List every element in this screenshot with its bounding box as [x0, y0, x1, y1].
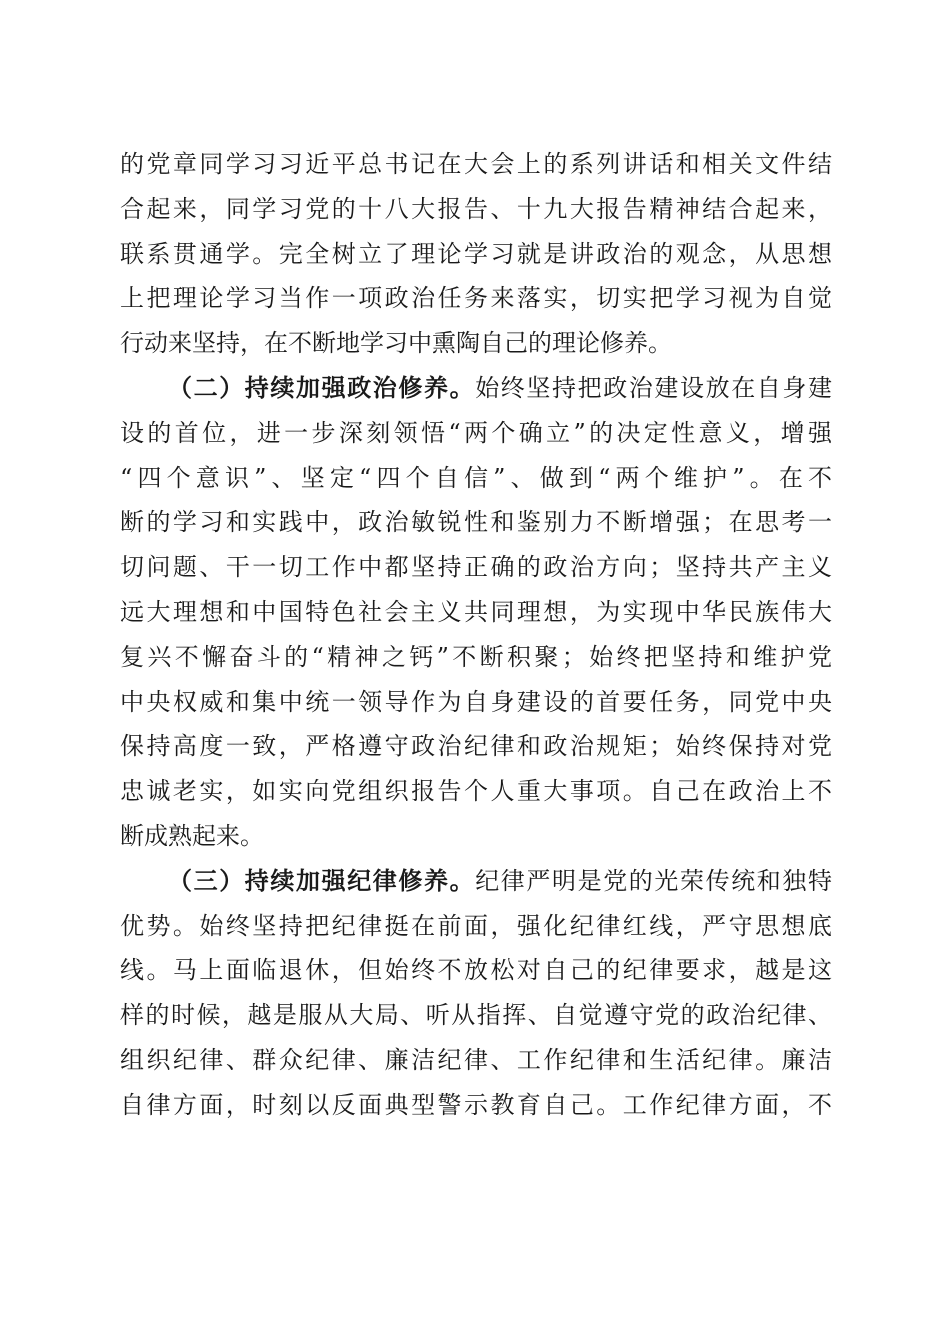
- paragraph-2-line-2: 设的首位，进一步深刻领悟“两个确立”的决定性意义，增强: [120, 418, 832, 447]
- paragraph-1-line-3: 联系贯通学。完全树立了理论学习就是讲政治的观念，从思想: [120, 239, 832, 268]
- paragraph-2-line-8: 中央权威和集中统一领导作为自身建设的首要任务，同党中央: [120, 687, 832, 716]
- paragraph-3-line-3: 线。马上面临退休，但始终不放松对自己的纪律要求，越是这: [120, 956, 832, 985]
- paragraph-2-line-11: 断成熟起来。: [120, 821, 264, 850]
- paragraph-1-line-1: 的党章同学习习近平总书记在大会上的系列讲话和相关文件结: [120, 150, 832, 178]
- paragraph-2-line-5: 切问题、干一切工作中都坚持正确的政治方向；坚持共产主义: [120, 553, 832, 582]
- paragraph-3-first-rest: 纪律严明是党的光荣传统和独特: [475, 866, 833, 895]
- paragraph-2-line-10: 忠诚老实，如实向党组织报告个人重大事项。自己在政治上不: [120, 777, 832, 806]
- paragraph-1-line-2: 合起来，同学习党的十八大报告、十九大报告精神结合起来，: [120, 194, 832, 223]
- paragraph-2-first-rest: 始终坚持把政治建设放在自身建: [475, 373, 833, 402]
- paragraph-2-line-3: “四个意识”、坚定“四个自信”、做到“两个维护”。在不: [120, 463, 832, 492]
- paragraph-2-line-9: 保持高度一致，严格遵守政治纪律和政治规矩；始终保持对党: [120, 732, 832, 761]
- paragraph-3-line-6: 自律方面，时刻以反面典型警示教育自己。工作纪律方面，不: [120, 1090, 832, 1119]
- paragraph-1-line-4: 上把理论学习当作一项政治任务来落实，切实把学习视为自觉: [120, 284, 832, 313]
- paragraph-2-line-7: 复兴不懈奋斗的“精神之钙”不断积聚；始终把坚持和维护党: [120, 642, 832, 671]
- paragraph-3-line-2: 优势。始终坚持把纪律挺在前面，强化纪律红线，严守思想底: [120, 911, 832, 940]
- paragraph-2-line-1: [120, 366, 832, 411]
- paragraph-2-line-4: 断的学习和实践中，政治敏锐性和鉴别力不断增强；在思考一: [120, 508, 832, 537]
- paragraph-3-line-5: 组织纪律、群众纪律、廉洁纪律、工作纪律和生活纪律。廉洁: [120, 1045, 832, 1074]
- section-heading-discipline: （三）持续加强纪律修养。: [168, 865, 476, 895]
- body-text: [120, 142, 832, 1128]
- paragraph-2-line-6: 远大理想和中国特色社会主义共同理想，为实现中华民族伟大: [120, 597, 832, 626]
- paragraph-3-line-4: 样的时候，越是服从大局、听从指挥、自觉遵守党的政治纪律、: [120, 1001, 832, 1030]
- paragraph-3-line-1: [120, 859, 832, 904]
- section-heading-political: （二）持续加强政治修养。: [168, 372, 476, 402]
- paragraph-1-line-5: 行动来坚持，在不断地学习中熏陶自己的理论修养。: [120, 329, 672, 358]
